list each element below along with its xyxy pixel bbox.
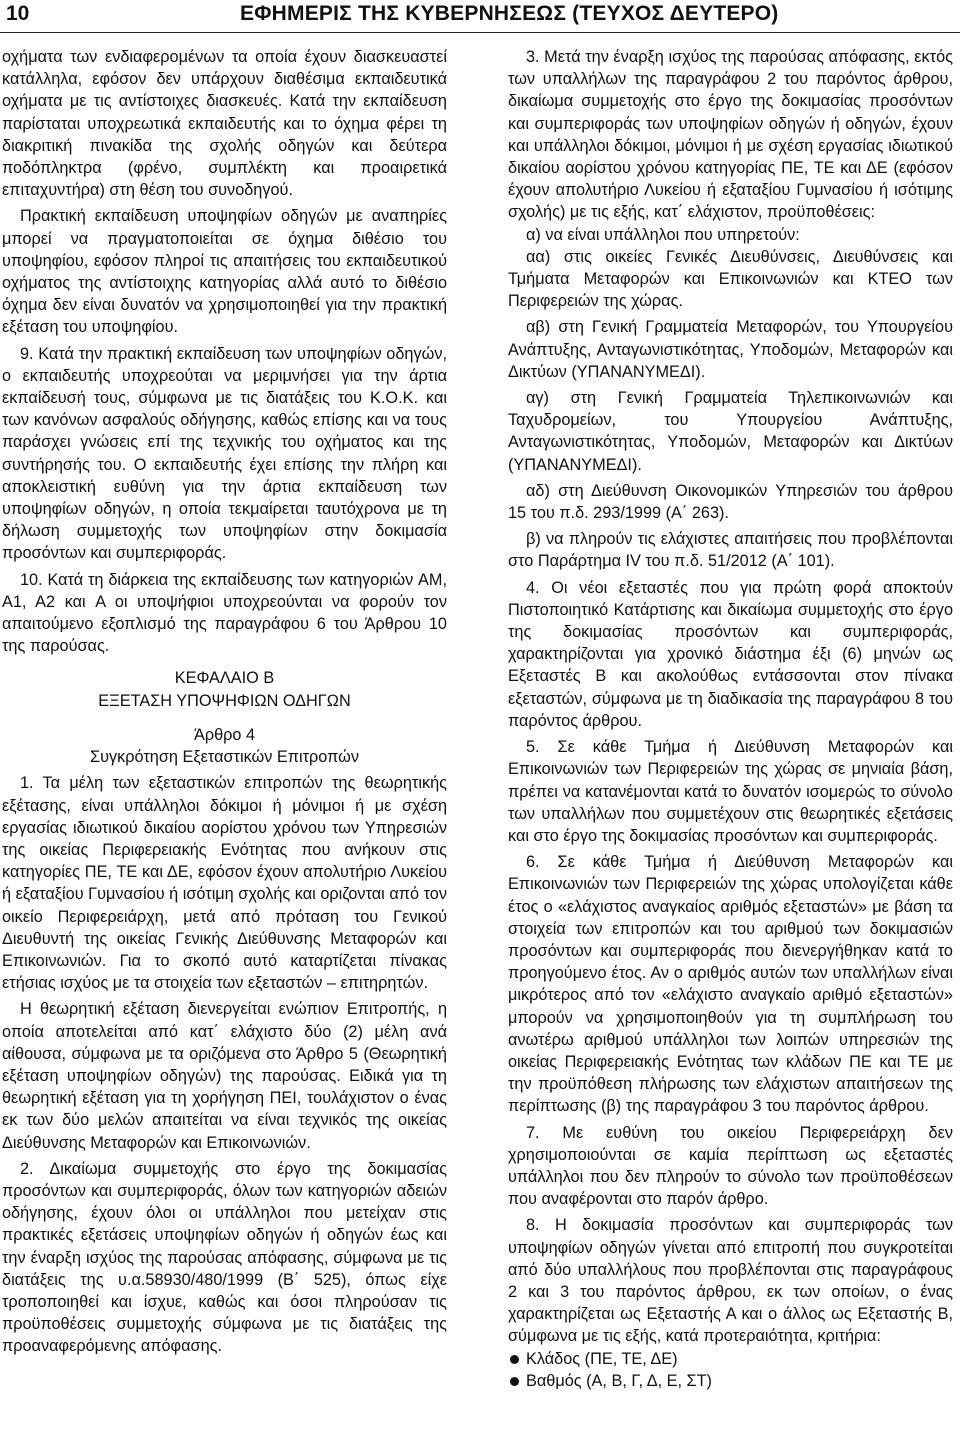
list-item-text: Βαθμός (Α, Β, Γ, Δ, Ε, ΣΤ): [526, 1371, 712, 1390]
paragraph: 6. Σε κάθε Τμήμα ή Διεύθυνση Μεταφορών και Επικοινωνιών των Περιφερειών της χώρας υπολογίζεται κάθε έτος ο «ελάχιστος αναγκαίος αριθμός εξεταστών» με βάση τα στοιχεία των επιτροπών και του αριθμού των δοκιμασιών προσόντων και συμπεριφοράς που διενεργήθηκαν κατά το προηγούμενο έτος. Αν ο αριθμός αυτών των υπαλλήλων είναι μικρότερος από τον «ελάχιστο αναγκαίο αριθμό εξεταστών» μπορούν να χρησιμοποιηθούν για τη συμπλήρωση του ανωτέρω αριθμού υπάλληλοι των λοιπών υπηρεσιών της οικείας Περιφερειακής Ενότητας των κλάδων ΠΕ και ΤΕ με την προϋπόθεση πλήρωσης των ελάχιστων απαιτήσεων της περίπτωσης (β) της παραγράφου 3 του παρόντος άρθρου.: [508, 853, 953, 1116]
paragraph: β) να πληρούν τις ελάχιστες απαιτήσεις που προβλέπονται στο Παράρτημα IV του π.δ. 51/2012 (Α΄ 101).: [508, 530, 953, 571]
paragraph: αα) στις οικείες Γενικές Διευθύνσεις, Διευθύνσεις και Τμήματα Μεταφορών και Επικοινωνιών και ΚΤΕΟ των Περιφερειών της χώρας.: [508, 247, 953, 311]
journal-title: ΕΦΗΜΕΡΙΣ ΤΗΣ ΚΥΒΕΡΝΗΣΕΩΣ (ΤΕΥΧΟΣ ΔΕΥΤΕΡΟ): [240, 2, 779, 25]
list-item: [508, 1348, 953, 1370]
paragraph: αβ) στη Γενική Γραμματεία Μεταφορών, του Υπουργείου Ανάπτυξης, Ανταγωνιστικότητας, Υποδομών, Μεταφορών και Δικτύων (ΥΠΑΝΑΝΥΜΕΔΙ).: [508, 318, 953, 381]
bullet-icon: [510, 1355, 519, 1364]
page-header: [0, 0, 960, 34]
paragraph: αγ) στη Γενική Γραμματεία Τηλεπικοινωνιών και Ταχυδρομείων, του Υπουργείου Ανάπτυξης, Ανταγωνιστικότητας, Υποδομών, Μεταφορών και Δικτύων (ΥΠΑΝΑΝΥΜΕΔΙ).: [508, 389, 953, 474]
article-number: Άρθρο 4: [193, 725, 256, 744]
paragraph: 9. Κατά την πρακτική εκπαίδευση των υποψηφίων οδηγών, ο εκπαιδευτής υποχρεούται να μεριμνήσει για την άρτια εκπαίδευσή τους, σύμφωνα με τις διατάξεις του Κ.Ο.Κ. και των κανόνων ασφαλούς οδήγησης, καθώς επίσης και να τους παράσχει γνώσεις επί της τεχνικής του οχήματος και της συντήρησής του. Ο εκπαιδευτής έχει επίσης την πλήρη και αποκλειστική ευθύνη για την άρτια εκπαίδευση των υποψηφίων οδηγών, η οποία τεκμαίρεται ταυτόχρονα με τη δήλωση συμμετοχής των υποψηφίων στην δοκιμασία προσόντων και συμπεριφοράς.: [2, 344, 447, 563]
left-column: [2, 46, 447, 1358]
header-rule: [0, 32, 960, 33]
paragraph: 4. Οι νέοι εξεταστές που για πρώτη φορά αποκτούν Πιστοποιητικό Κατάρτισης και δικαίωμα συμμετοχής στο έργο της δοκιμασίας προσόντων και συμπεριφοράς, χαρακτηρίζονται για χρονικό διάστημα έξι (6) μηνών ως Εξεταστές Β και ακολούθως εντάσσονται στον πίνακα εξεταστών, σύμφωνα με τη διαδικασία της παραγράφου 8 του παρόντος άρθρου.: [508, 578, 953, 730]
criteria-list: [508, 1348, 953, 1392]
paragraph: 8. Η δοκιμασία προσόντων και συμπεριφοράς των υποψηφίων οδηγών γίνεται από επιτροπή που συγκροτείται από δύο υπαλλήλους που προβλέπονται στις παραγράφους 2 και 3 του παρόντος άρθρου, εκ των οποίων, ο ένας χαρακτηρίζεται ως Εξεταστής Α και ο άλλος ως Εξεταστής Β, σύμφωνα με τις εξής, κατά προτεραιότητα, κριτήρια:: [508, 1216, 953, 1346]
list-item-text: Κλάδος (ΠΕ, ΤΕ, ΔΕ): [526, 1349, 678, 1368]
paragraph: οχήματα των ενδιαφερομένων τα οποία έχουν διασκευαστεί κατάλληλα, εφόσον δεν υπάρχουν διαθέσιμα εκπαιδευτικά οχήματα με τις αντίστοιχες διασκευές. Κατά την εκπαίδευση παρίσταται υποχρεωτικά εκπαιδευτής και το όχημα φέρει τη διακριτική πινακίδα της σχολής οδηγών και δεύτερα ποδόπληκτρα (φρένο, συμπλέκτη και προαιρετικά επιταχυντήρα) στη θέση του συνοδηγού.: [2, 48, 447, 200]
paragraph: 2. Δικαίωμα συμμετοχής στο έργο της δοκιμασίας προσόντων και συμπεριφοράς, όλων των κατηγοριών αδειών οδήγησης, έχουν όλοι οι υπάλληλοι που μετείχαν στις πρακτικές εξετάσεις υποψηφίων οδηγών ή οδηγών έως και την έναρξη ισχύος της παρούσας απόφασης, σύμφωνα με τις διατάξεις της υ.α.58930/480/1999 (Β΄ 525), όπως είχε τροποποιηθεί και ίσχυε, καθώς και όσοι πληρούσαν τις προϋποθέσεις συμμετοχής σύμφωνα με τις διατάξεις της προαναφερόμενης απόφασης.: [2, 1159, 447, 1356]
paragraph: 7. Με ευθύνη του οικείου Περιφερειάρχη δεν χρησιμοποιούνται σε καμία περίπτωση ως εξεταστές υπάλληλοι που δεν πληρούν το σύνολο των προϋποθέσεων που αναφέρονται στο παρόν άρθρο.: [508, 1123, 953, 1209]
bullet-icon: [510, 1377, 519, 1386]
paragraph: 5. Σε κάθε Τμήμα ή Διεύθυνση Μεταφορών και Επικοινωνιών των Περιφερειών της χώρας σε μηνιαία βάση, πρέπει να κατανέμονται κατά το δυνατόν ισομερώς το σύνολο των υπαλλήλων που συμμετέχουν στις θεωρητικές εξετάσεις και στο έργο της δοκιμασίας προσόντων και συμπεριφοράς.: [508, 738, 953, 845]
chapter-heading: ΚΕΦΑΛΑΙΟ Β: [174, 669, 275, 688]
article-title: Συγκρότηση Εξεταστικών Επιτροπών: [90, 748, 359, 767]
chapter-title: ΕΞΕΤΑΣΗ ΥΠΟΨΗΦΙΩΝ ΟΔΗΓΩΝ: [98, 691, 351, 710]
paragraph: 10. Κατά τη διάρκεια της εκπαίδευσης των κατηγοριών AM, A1, A2 και A οι υποψήφιοι υποχρεούνται να φορούν τον απαιτούμενο εξοπλισμό της παραγράφου 6 του Άρθρου 10 της παρούσας.: [2, 570, 447, 656]
page-number: 10: [6, 2, 30, 25]
list-item: [508, 1370, 953, 1392]
paragraph: 1. Τα μέλη των εξεταστικών επιτροπών της θεωρητικής εξέτασης, είναι υπάλληλοι δόκιμοι ή μόνιμοι ή με σχέση εργασίας ιδιωτικού δικαίου αορίστου χρόνου των Υπηρεσιών της οικείας Περιφερειακής Ενότητας που ανήκουν στις κατηγορίες ΠΕ, ΤΕ και ΔΕ, εφόσον έχουν απολυτήριο Λυκείου ή εξαταξίου Γυμνασίου ή ισότιμη σχολής και οριζονται από τον οικείο Περιφερειάρχη, μετά από πρόταση του Γενικού Διευθυντή της οικείας Γενικής Διεύθυνσης Μεταφορών και Επικοινωνιών. Για το σκοπό αυτό καταρτίζεται πίνακας ετήσιας ισχύος με τα στοιχεία των εξεταστών – επιτηρητών.: [2, 774, 447, 993]
right-column: [508, 46, 953, 1392]
paragraph: Πρακτική εκπαίδευση υποψηφίων οδηγών με αναπηρίες μπορεί να πραγματοποιείται σε όχημα διθέσιο του υποψηφίου, εφόσον πληροί τις απαιτήσεις του εκπαιδευτικού οχήματος της αντίστοιχης κατηγορίας αλλά αυτό το διθέσιο όχημα δεν είναι δυνατόν να χρησιμοποιηθεί για την πρακτική εξέταση του υποψηφίου.: [2, 207, 447, 337]
paragraph: α) να είναι υπάλληλοι που υπηρετούν:: [526, 225, 800, 244]
paragraph: Η θεωρητική εξέταση διενεργείται ενώπιον Επιτροπής, η οποία αποτελείται από κατ΄ ελάχιστο δύο (2) μέλη ανά αίθουσα, σύμφωνα με τα οριζόμενα στο Άρθρο 5 (Θεωρητική εξέταση υποψηφίων οδηγών) της παρούσας. Ειδικά για τη θεωρητική εξέταση για τη χορήγηση ΠΕΙ, τουλάχιστον ο ένας εκ των δύο μελών απαιτείται να είναι τεχνικός της οικείας Διεύθυνσης Μεταφορών και Επικοινωνιών.: [2, 1000, 447, 1152]
paragraph: 3. Μετά την έναρξη ισχύος της παρούσας απόφασης, εκτός των υπαλλήλων της παραγράφου 2 του παρόντος άρθρου, δικαίωμα συμμετοχής στο έργο της δοκιμασίας προσόντων και συμπεριφοράς των υποψηφίων οδηγών ή οδηγών, έχουν και υπάλληλοι δόκιμοι, μόνιμοι ή με σχέση εργασίας ιδιωτικού δικαίου αορίστου χρόνου κατηγορίας ΠΕ, ΤΕ και ΔΕ (εφόσον έχουν απολυτήριο Λυκείου ή εξαταξίου Γυμνασίου ή ισότιμης σχολής) με τις εξής, κατ΄ ελάχιστον, προϋποθέσεις:: [508, 48, 953, 222]
paragraph: αδ) στη Διεύθυνση Οικονομικών Υπηρεσιών του άρθρου 15 του π.δ. 293/1999 (Α΄ 263).: [508, 481, 953, 523]
